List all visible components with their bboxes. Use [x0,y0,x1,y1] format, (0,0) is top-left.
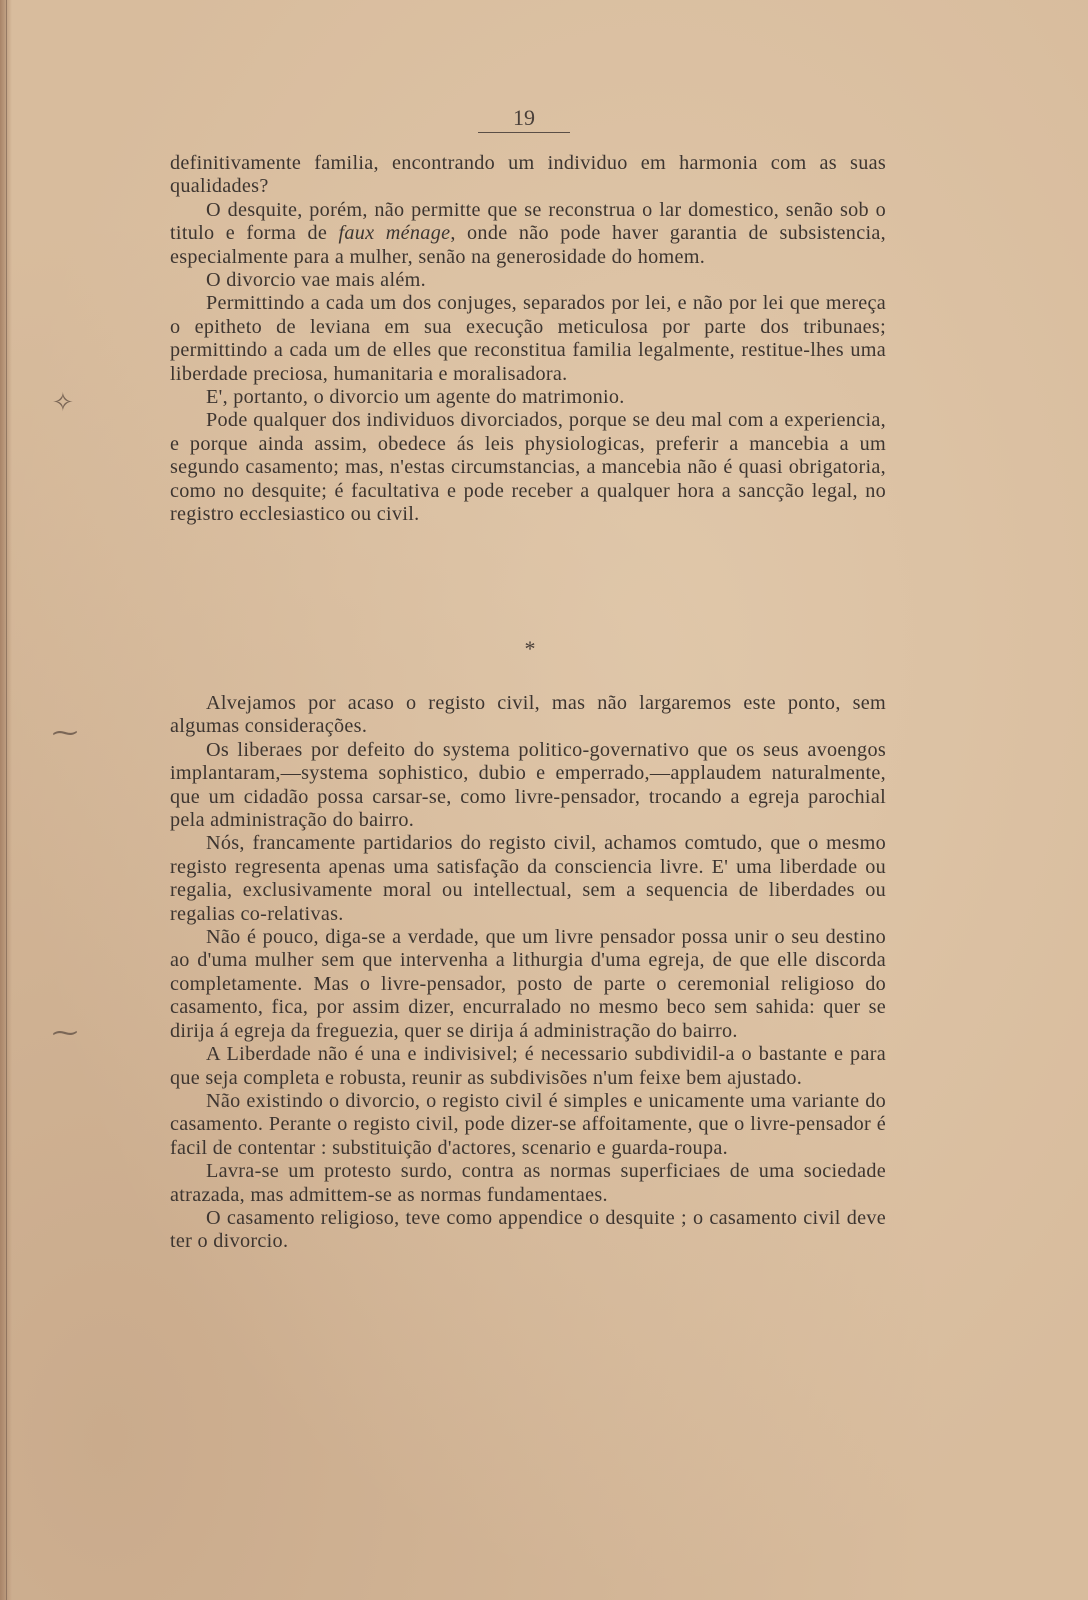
paragraph: A Liberdade não é una e indivisivel; é necessario subdividil-a o bastante e para que seja completa e robusta, reunir as subdivisões n'um feixe bem ajustado. [170,1043,886,1089]
paragraph: definitivamente familia, encontrando um individuo em harmonia com as suas qualidades? [170,152,886,198]
paragraph: O desquite, porém, não permitte que se reconstrua o lar domestico, senão sob o titulo e forma de faux ménage, onde não pode haver garantia de subsistencia, especialmente para a mulher, senão na generosidade do homem. [170,198,886,268]
paragraph: Pode qualquer dos individuos divorciados, porque se deu mal com a experiencia, e porque ainda assim, obedece ás leis physiologicas, preferir a mancebia a um segundo casamento; mas, n'estas circumstancias, a mancebia não é quasi obrigatoria, como no desquite; é facultativa e pode receber a qualquer hora a sancção legal, no registro ecclesiastico ou civil. [170,409,886,526]
paragraph: Os liberaes por defeito do systema politico-governativo que os seus avoengos implantaram,—systema sophistico, dubio e emperrado,—applaudem naturalmente, que um cidadão possa carsar-se, como livre-pensador, trocando a egreja parochial pela administração do bairro. [170,738,886,832]
page-number: 19 [478,106,570,133]
margin-stain-icon: ✧ [52,388,74,417]
paragraph: Nós, francamente partidarios do registo civil, achamos comtudo, que o mesmo registo regresenta apenas uma satisfação da consciencia livre. E' uma liberdade ou regalia, exclusivamente moral ou intellectual, sem a sequencia de liberdades ou regalias co-relativas. [170,832,886,925]
paragraph: Permittindo a cada um dos conjuges, separados por lei, e não por lei que mereça o epitheto de leviana em sua execução meticulosa por parte dos tribunaes; permittindo a cada um de elles que reconstitua familia legalmente, restitue-lhes uma liberdade preciosa, humanitaria e moralisadora. [170,292,886,385]
text-section-1 [170,152,886,527]
paragraph: Lavra-se um protesto surdo, contra as normas superficiaes de uma sociedade atrazada, mas admittem-se as normas fundamentaes. [170,1160,886,1206]
binding-line [6,0,7,1600]
paragraph: E', portanto, o divorcio um agente do matrimonio. [206,386,625,409]
margin-stain-icon: ⁓ [52,1018,78,1047]
paragraph: Alvejamos por acaso o registo civil, mas não largaremos este ponto, sem algumas considerações. [170,692,886,738]
text-section-2 [170,692,886,1254]
paragraph: Não existindo o divorcio, o registo civil é simples e unicamente uma variante do casamento. Perante o registo civil, pode dizer-se affoitamente, que o livre-pensador é facil de contentar : substituição d'actores, scenario e guarda-roupa. [170,1089,886,1159]
italic-phrase: faux ménage [338,222,451,245]
paragraph: Não é pouco, diga-se a verdade, que um livre pensador possa unir o seu destino ao d'uma mulher sem que intervenha a lithurgia d'uma egreja, de que elle discorda completamente. Mas o livre-pensador, posto de parte o ceremonial religioso do casamento, fica, por assim dizer, encurralado no mesmo beco sem sahida: quer se dirija á egreja da freguezia, quer se dirija á administração do bairro. [170,926,886,1042]
section-separator: * [524,636,536,661]
margin-stain-icon: ⁓ [52,718,78,747]
paragraph: O casamento religioso, teve como appendice o desquite ; o casamento civil deve ter o divorcio. [170,1206,886,1253]
paragraph: O divorcio vae mais além. [206,269,426,292]
